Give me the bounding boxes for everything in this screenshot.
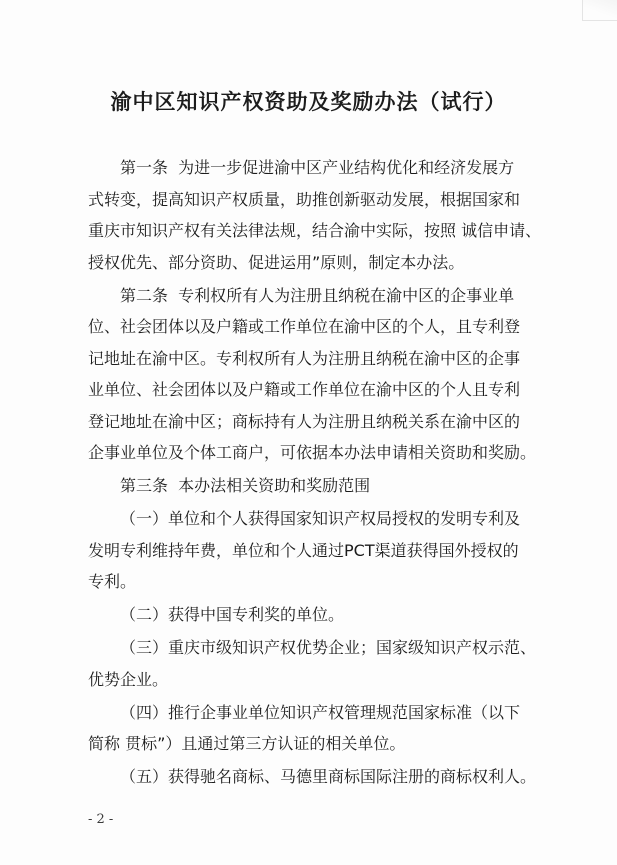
article-2-paragraph: 第二条 专利权所有人为注册且纳税在渝中区的企事业单 位、社会团体以及户籍或工作单位在渝中区的个人，且专利登 记地址在渝中区。专利权所有人为注册且纳税在渝中区的企事 业单位、社会团体以及户籍或工作单位在渝中区的个人且专利 登记地址在渝中区；商标持有人为注册且纳税关系在渝中区的 企事业单位及个体工商户，可依据本办法申请相关资助和奖励。 [88, 285, 537, 462]
scope-item-3: （三）重庆市级知识产权优势企业；国家级知识产权示范、 优势企业。 [88, 638, 537, 689]
scope-item-5: （五）获得驰名商标、马德里商标国际注册的商标权利人。 [120, 767, 537, 786]
article-3-heading: 第三条 本办法相关资助和奖励范围 [120, 476, 371, 495]
document-title: 渝中区知识产权资助及奖励办法（试行） [110, 89, 507, 114]
scope-item-1: （一）单位和个人获得国家知识产权局授权的发明专利及 发明专利维持年费，单位和个人通过PCT渠道获得国外授权的 专利。 [88, 509, 521, 591]
scope-item-2: （二）获得中国专利奖的单位。 [120, 605, 345, 624]
scope-item-4: （四）推行企事业单位知识产权管理规范国家标准（以下 简称 贯标”）且通过第三方认证的相关单位。 [88, 702, 521, 753]
document-body [88, 152, 542, 793]
article-1-paragraph: 第一条 为进一步促进渝中区产业结构优化和经济发展方 式转变，提高知识产权质量，助推创新驱动发展，根据国家和 重庆市知识产权有关法律法规，结合渝中实际，按照 诚信申请、 授权优先、部分资助、促进运用”原则，制定本办法。 [88, 158, 542, 272]
page-number: - 2 - [88, 812, 114, 827]
corner-fold-mark [582, 0, 617, 21]
